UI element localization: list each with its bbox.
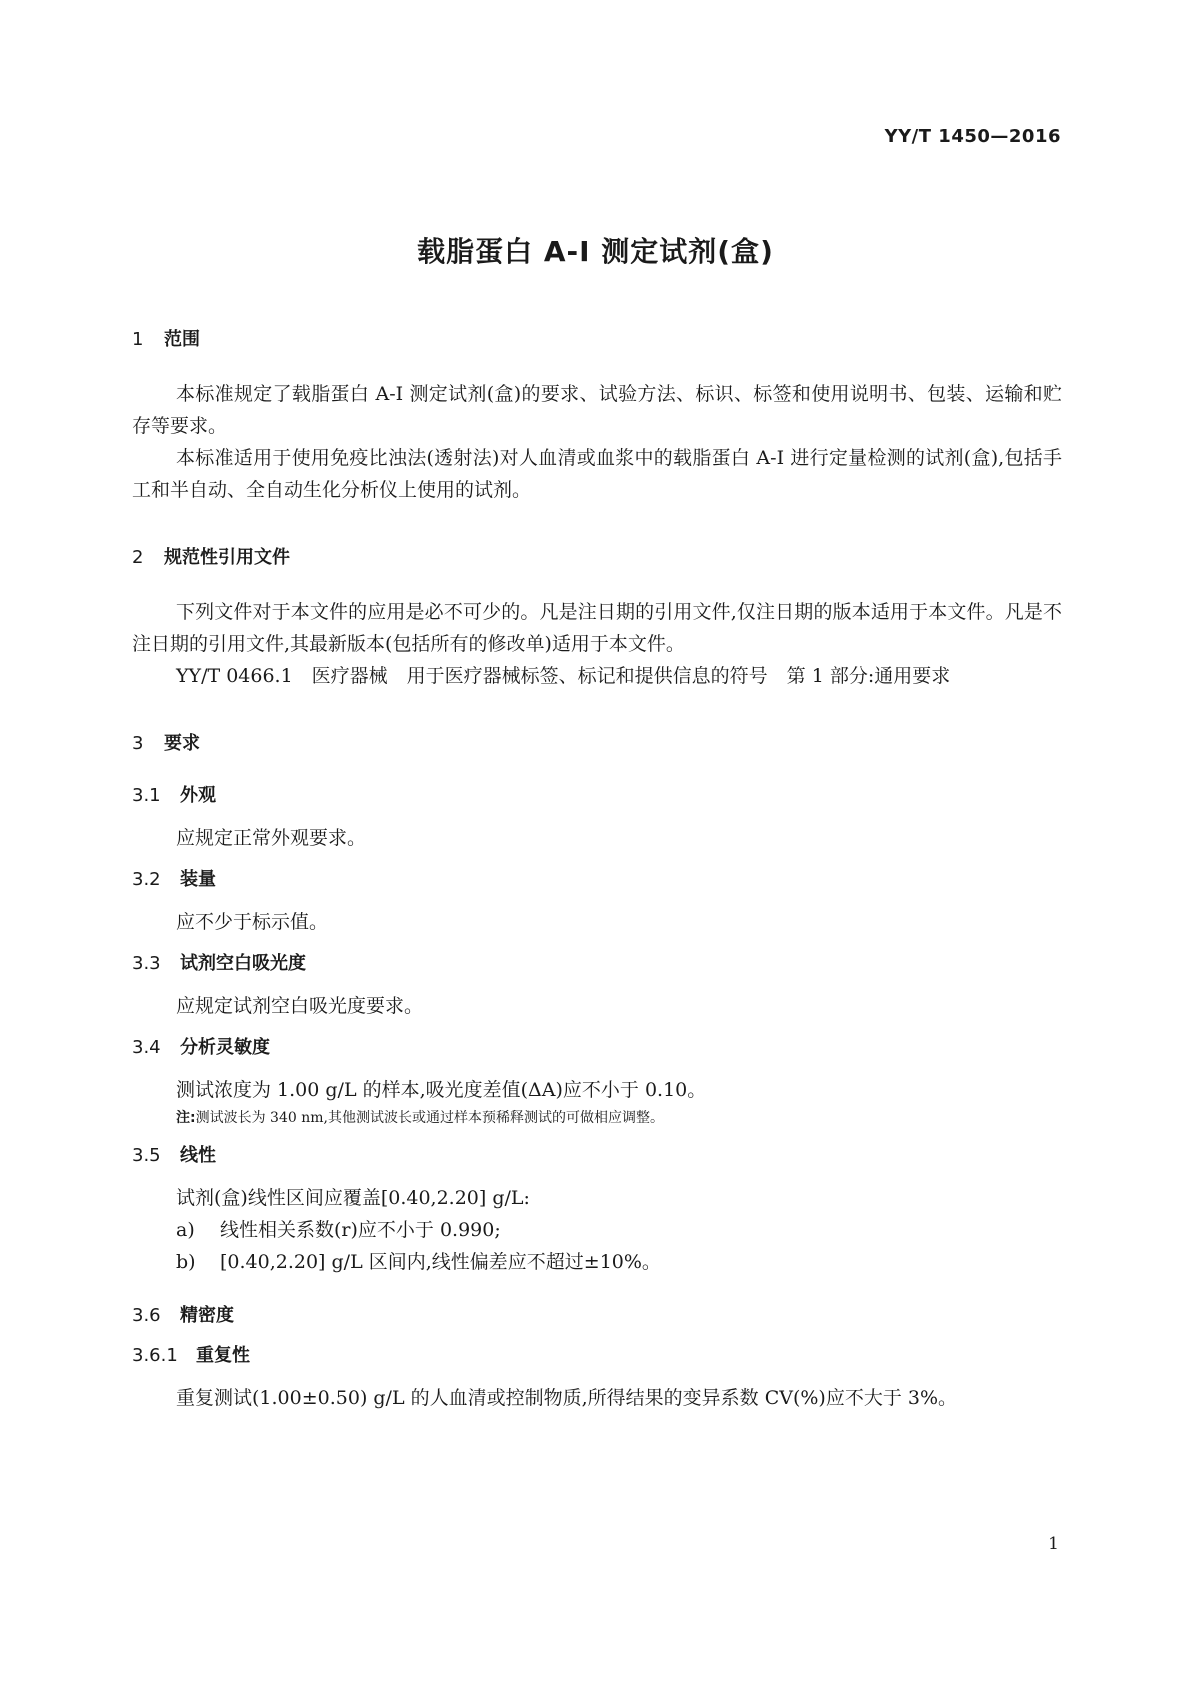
section-title: 试剂空白吸光度 [180, 953, 306, 974]
section-3-heading [132, 730, 1062, 758]
scope-paragraph-2: 本标准适用于使用免疫比浊法(透射法)对人血清或血浆中的载脂蛋白 A-I 进行定量检测的试剂(盒),包括手工和半自动、全自动生化分析仪上使用的试剂。 [132, 447, 1062, 501]
sensitivity-note [132, 1106, 1062, 1130]
section-3-2-heading [132, 866, 1062, 894]
note-label: 注: [176, 1110, 196, 1126]
section-3-6-heading [132, 1302, 1062, 1330]
section-3-5-heading [132, 1142, 1062, 1170]
section-2-heading [132, 544, 1062, 572]
list-item-text: 线性相关系数(r)应不小于 0.990; [220, 1219, 501, 1241]
note-text: 测试波长为 340 nm,其他测试波长或通过样本预稀释测试的可做相应调整。 [195, 1110, 664, 1126]
list-item [132, 1246, 1062, 1278]
linearity-paragraph: 试剂(盒)线性区间应覆盖[0.40,2.20] g/L: [176, 1187, 530, 1209]
section-title: 分析灵敏度 [180, 1037, 270, 1058]
section-title: 范围 [164, 329, 200, 350]
list-marker: a) [176, 1219, 195, 1241]
section-number: 1 [132, 329, 144, 350]
standard-code: YY/T 1450—2016 [884, 126, 1061, 147]
references-paragraph: 下列文件对于本文件的应用是必不可少的。凡是注日期的引用文件,仅注日期的版本适用于本文件。凡是不注日期的引用文件,其最新版本(包括所有的修改单)适用于本文件。 [132, 601, 1062, 655]
document-title: 载脂蛋白 A-I 测定试剂(盒) [417, 235, 774, 268]
list-marker: b) [176, 1251, 196, 1273]
section-1-heading [132, 326, 1062, 354]
list-item [132, 1214, 1062, 1246]
document-body [132, 326, 1062, 1414]
section-title: 要求 [164, 733, 200, 754]
section-number: 3.1 [132, 785, 161, 806]
section-3-1-heading [132, 782, 1062, 810]
scope-paragraph-1: 本标准规定了载脂蛋白 A-I 测定试剂(盒)的要求、试验方法、标识、标签和使用说明书、包装、运输和贮存等要求。 [132, 383, 1062, 437]
section-number: 3.3 [132, 953, 161, 974]
section-number: 3.4 [132, 1037, 161, 1058]
section-number: 3.2 [132, 869, 161, 890]
section-title: 装量 [180, 869, 216, 890]
section-title: 外观 [180, 785, 216, 806]
repeatability-paragraph: 重复测试(1.00±0.50) g/L 的人血清或控制物质,所得结果的变异系数 CV(%)应不大于 3%。 [176, 1387, 958, 1409]
section-title: 重复性 [196, 1345, 250, 1366]
page-number: 1 [1048, 1534, 1059, 1554]
section-3-4-heading [132, 1034, 1062, 1062]
appearance-paragraph: 应规定正常外观要求。 [176, 827, 367, 849]
reference-item: YY/T 0466.1 医疗器械 用于医疗器械标签、标记和提供信息的符号 第 1 部分:通用要求 [176, 665, 951, 687]
section-title: 线性 [180, 1145, 216, 1166]
section-number: 2 [132, 547, 144, 568]
section-number: 3.6 [132, 1305, 161, 1326]
section-number: 3.5 [132, 1145, 161, 1166]
reagent-blank-paragraph: 应规定试剂空白吸光度要求。 [176, 995, 424, 1017]
section-number: 3.6.1 [132, 1345, 178, 1366]
section-title: 精密度 [180, 1305, 234, 1326]
section-3-3-heading [132, 950, 1062, 978]
section-3-6-1-heading [132, 1342, 1062, 1370]
section-number: 3 [132, 733, 144, 754]
fill-volume-paragraph: 应不少于标示值。 [176, 911, 329, 933]
section-title: 规范性引用文件 [164, 547, 290, 568]
sensitivity-paragraph: 测试浓度为 1.00 g/L 的样本,吸光度差值(ΔA)应不小于 0.10。 [176, 1079, 707, 1101]
list-item-text: [0.40,2.20] g/L 区间内,线性偏差应不超过±10%。 [220, 1251, 661, 1273]
